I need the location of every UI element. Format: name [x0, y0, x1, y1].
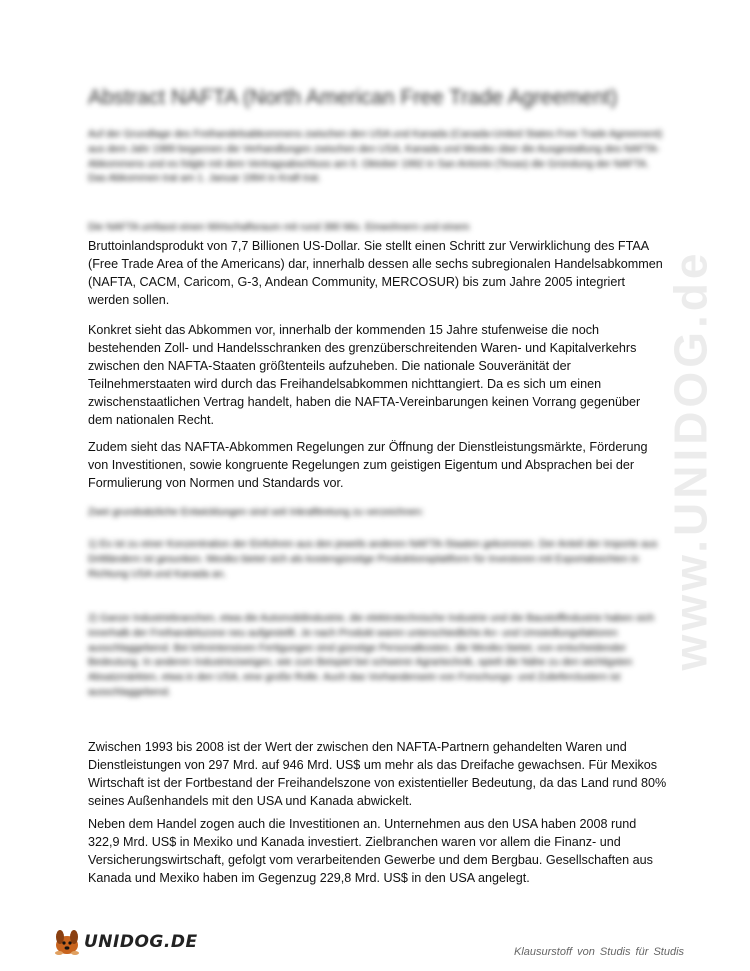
paragraph-investment: Neben dem Handel zogen auch die Investitionen an. Unternehmen aus den USA haben 2008 rund 322,9 Mrd. US$ in Mexiko und Kanada investiert. Zielbranchen waren vor allem die Finanz- und Versicherungswirtschaft, gefolgt vom verarbeitenden Gewerbe und dem Bergbau. Gesellschaften aus Kanada und Mexiko haben im Gegenzug 229,8 Mrd. US$ in den USA angelegt.: [88, 817, 653, 885]
paragraph-intro: Auf der Grundlage des Freihandelsabkommens zwischen den USA und Kanada (Canada-United States Free Trade Agreement) aus dem Jahr 1989 begannen die Verhandlungen zwischen den USA, Kanada und Mexiko über die Ausgestaltung des NAFTA-Abkommens und es folgte mit dem Vertragsabschluss am 6. Oktober 1992 in San Antonio (Texas) die Gründung der NAFTA. Das Abkommen trat am 1. Januar 1994 in Kraft trat.: [88, 129, 663, 185]
paragraph-development-2: 2) Ganze Industriebranchen, etwa die Automobilindustrie, die elektrotechnische Industrie und die Baustoffindustrie haben sich innerhalb der Freihandelszone neu aufgestellt. Je nach Produkt waren unterschiedliche An- und Umsiedlungsfaktoren ausschlaggebend. Bei lohnintensiven Fertigungen sind günstige Personalkosten, die Mexiko bietet, von entscheidender Bedeutung. In anderen Industriezweigen, wie zum Beispiel bei schwerer Agrartechnik, spielt die Nähe zu den wichtigsten Absatzmärkten, etwa in den USA, eine große Rolle. Auch das Vorhandensein von Forschungs- und Zulieferclustern ist ausschlaggebend.: [88, 613, 655, 698]
paragraph-services: Zudem sieht das NAFTA-Abkommen Regelungen zur Öffnung der Dienstleistungsmärkte, Förderung von Investitionen, sowie kongruente Regelungen zum geistigen Eigentum und Absprachen bei der Formulierung von Normen und Standards vor.: [88, 440, 648, 490]
paragraph-market-lead: Die NAFTA umfasst einen Wirtschaftsraum mit rund 390 Mio. Einwohnern und einem: [88, 222, 470, 233]
unidog-logo: [52, 928, 198, 956]
paragraph-development-1: 1) Es ist zu einer Konzentration der Einfuhren aus den jeweils anderen NAFTA-Staaten gekommen. Der Anteil der Importe aus Drittländern ist gesunken. Mexiko bietet sich als kostengünstige Produktionsplattform für Investoren mit Exportabsichten in Richtung USA und Kanada an.: [88, 539, 658, 580]
paragraph-developments-head: Zwei grundsätzliche Entwicklungen sind seit Inkrafttretung zu verzeichnen:: [88, 507, 424, 518]
document-title: Abstract NAFTA (North American Free Trade Agreement): [88, 86, 618, 109]
paragraph-trade: Zwischen 1993 bis 2008 ist der Wert der zwischen den NAFTA-Partnern gehandelten Waren und Dienstleistungen von 297 Mrd. auf 946 Mrd. US$ um mehr als das Dreifache gewachsen. Für Mexikos Wirtschaft ist der Fortbestand der Freihandelszone von existentieller Bedeutung, da das Land rund 80% seines Außenhandels mit den USA und Kanada abwickelt.: [88, 740, 667, 808]
paragraph-market: Bruttoinlandsprodukt von 7,7 Billionen US-Dollar. Sie stellt einen Schritt zur Verwirklichung des FTAA (Free Trade Area of the Americans) dar, innerhalb dessen alle sechs subregionalen Handelsabkommen (NAFTA, CACM, Caricom, G-3, Andean Community, MERCOSUR) bis zum Jahre 2005 integriert werden sollen.: [88, 239, 663, 307]
footer-slogan: Klausurstoff von Studis für Studis: [514, 946, 685, 958]
watermark: www.UNIDOG.de: [664, 249, 717, 671]
logo-text: UNIDOG.DE: [84, 932, 198, 952]
paragraph-concrete: Konkret sieht das Abkommen vor, innerhalb der kommenden 15 Jahre stufenweise die noch bestehenden Zoll- und Handelsschranken des grenzüberschreitenden Waren- und Kapitalverkehrs zwischen den NAFTA-Staaten größtenteils aufzuheben. Die nationale Souveränität der Teilnehmerstaaten wird durch das Freihandelsabkommen nichttangiert. Da es sich um einen zwischenstaatlichen Vertrag handelt, haben die NAFTA-Vereinbarungen keinen Vorrang gegenüber dem nationalen Recht.: [88, 323, 641, 427]
dog-mascot-icon: [52, 928, 82, 956]
